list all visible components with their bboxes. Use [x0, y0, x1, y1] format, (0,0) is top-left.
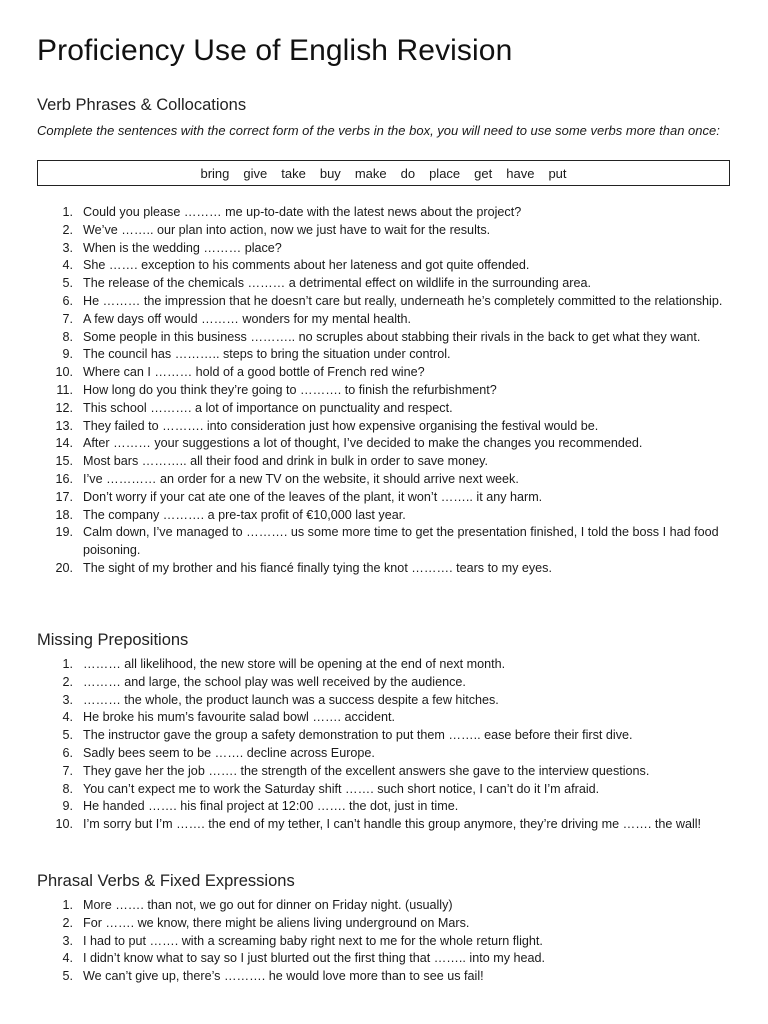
question-text: ……… the whole, the product launch was a success despite a few hitches. — [83, 692, 499, 707]
question-number: 1. — [62, 657, 73, 671]
question-text: After ……… your suggestions a lot of thought, I’ve decided to make the changes you recommended. — [83, 436, 643, 451]
question-text: ……… and large, the school play was well received by the audience. — [83, 674, 466, 689]
question-number: 20. — [55, 560, 73, 575]
question-item — [37, 933, 730, 951]
question-item — [37, 763, 730, 781]
question-text: I’ve ………… an order for a new TV on the website, it should arrive next week. — [83, 471, 519, 486]
question-number: 2. — [62, 674, 73, 689]
verb-word: place — [429, 165, 461, 181]
question-text: The instructor gave the group a safety demonstration to put them …….. ease before their first dive. — [83, 728, 633, 743]
question-item — [37, 674, 730, 692]
question-number: 14. — [55, 436, 73, 451]
verb-word: buy — [319, 165, 341, 181]
question-number: 6. — [62, 745, 73, 760]
question-item — [37, 798, 730, 816]
question-item — [37, 311, 730, 329]
question-number: 16. — [55, 471, 73, 486]
question-text: He ……… the impression that he doesn’t care but really, underneath he’s completely committed to the relationship. — [83, 293, 723, 308]
section-heading-prepositions: Missing Prepositions — [37, 631, 189, 649]
question-item — [37, 489, 730, 507]
verb-word: put — [548, 165, 567, 181]
question-item — [37, 364, 730, 382]
question-text: Sadly bees seem to be ……. decline across Europe. — [83, 745, 375, 760]
question-item — [37, 453, 730, 471]
verb-word: get — [474, 165, 493, 181]
question-text: We’ve …….. our plan into action, now we just have to wait for the results. — [83, 222, 491, 237]
question-text: She ……. exception to his comments about her lateness and got quite offended. — [83, 258, 530, 273]
question-item — [37, 507, 730, 525]
question-text: More ……. than not, we go out for dinner on Friday night. (usually) — [83, 898, 453, 912]
question-text: Could you please ……… me up-to-date with the latest news about the project? — [83, 205, 522, 219]
question-item — [37, 727, 730, 745]
question-text: They gave her the job ……. the strength of the excellent answers she gave to the interview questions. — [83, 763, 650, 778]
question-text: I didn’t know what to say so I just blurted out the first thing that …….. into my head. — [83, 951, 546, 966]
instructions-text: Complete the sentences with the correct form of the verbs in the box, you will need to use some verbs more than once: — [37, 123, 720, 138]
question-text: He handed ……. his final project at 12:00 ……. the dot, just in time. — [83, 799, 459, 814]
question-number: 5. — [62, 728, 73, 743]
question-number: 1. — [62, 205, 73, 219]
question-text: Most bars ……….. all their food and drink in bulk in order to save money. — [83, 454, 489, 469]
verb-word: do — [400, 165, 416, 181]
section-heading-phrasal: Phrasal Verbs & Fixed Expressions — [37, 872, 295, 890]
question-item — [37, 915, 730, 933]
question-number: 8. — [62, 329, 73, 344]
question-text: We can’t give up, there’s ………. he would love more than to see us fail! — [83, 969, 484, 984]
question-item — [37, 745, 730, 763]
question-number: 9. — [62, 799, 73, 814]
question-number: 12. — [55, 400, 73, 415]
question-number: 3. — [62, 933, 73, 948]
question-number: 4. — [62, 258, 73, 273]
question-item — [37, 346, 730, 364]
question-item — [37, 471, 730, 489]
question-text: They failed to ………. into consideration just how expensive organising the festival would be. — [83, 418, 599, 433]
question-number: 4. — [62, 710, 73, 725]
question-number: 10. — [55, 817, 73, 832]
question-text: I had to put ……. with a screaming baby right next to me for the whole return flight. — [83, 933, 543, 948]
question-number: 19. — [55, 525, 73, 540]
question-number: 10. — [55, 365, 73, 380]
question-text: You can’t expect me to work the Saturday shift ……. such short notice, I can’t do it I’m afraid. — [83, 781, 600, 796]
section-heading-verb-phrases: Verb Phrases & Collocations — [37, 96, 247, 114]
question-number: 13. — [55, 418, 73, 433]
question-text: A few days off would ……… wonders for my mental health. — [83, 311, 412, 326]
question-item — [37, 257, 730, 275]
question-text: I’m sorry but I’m ……. the end of my tether, I can’t handle this group anymore, they’re driving me ……. the wall! — [83, 817, 702, 832]
question-text: The company ………. a pre-tax profit of €10,000 last year. — [83, 507, 406, 522]
question-number: 3. — [62, 240, 73, 255]
question-item — [37, 275, 730, 293]
verb-word: give — [243, 165, 268, 181]
question-number: 7. — [62, 763, 73, 778]
verb-word: bring — [200, 165, 230, 181]
question-text: Calm down, I’ve managed to ………. us some more time to get the presentation finished, I told the boss I had food poisoning. — [83, 525, 719, 558]
question-item — [37, 968, 730, 986]
question-item — [37, 709, 730, 727]
question-text: The sight of my brother and his fiancé finally tying the knot ………. tears to my eyes. — [83, 560, 552, 575]
question-number: 2. — [62, 222, 73, 237]
question-number: 8. — [62, 781, 73, 796]
question-item — [37, 329, 730, 347]
question-item — [37, 897, 730, 915]
question-item — [37, 560, 730, 578]
question-item — [37, 816, 730, 834]
question-text: Where can I ……… hold of a good bottle of French red wine? — [83, 365, 425, 380]
question-number: 7. — [62, 311, 73, 326]
question-item — [37, 204, 730, 222]
question-text: He broke his mum’s favourite salad bowl ……. accident. — [83, 710, 395, 725]
question-text: Some people in this business ……….. no scruples about stabbing their rivals in the back to get what they want. — [83, 329, 701, 344]
question-text: ……… all likelihood, the new store will be opening at the end of next month. — [83, 657, 506, 671]
question-item — [37, 692, 730, 710]
question-item — [37, 950, 730, 968]
verb-box — [37, 160, 730, 186]
verb-word: take — [281, 165, 306, 181]
question-number: 11. — [56, 382, 73, 397]
question-text: How long do you think they’re going to ………. to finish the refurbishment? — [83, 382, 497, 397]
question-number: 18. — [55, 507, 73, 522]
question-number: 5. — [62, 276, 73, 291]
question-number: 9. — [62, 347, 73, 362]
question-number: 15. — [55, 454, 73, 469]
question-text: When is the wedding ……… place? — [83, 240, 282, 255]
prepositions-list — [37, 656, 730, 834]
question-number: 1. — [62, 898, 73, 912]
question-item — [37, 524, 730, 560]
question-item — [37, 382, 730, 400]
question-number: 5. — [62, 969, 73, 984]
verb-phrases-list — [37, 204, 730, 578]
page-title: Proficiency Use of English Revision — [37, 34, 513, 67]
phrasal-verbs-list — [37, 897, 730, 986]
question-item — [37, 656, 730, 674]
question-item — [37, 435, 730, 453]
question-number: 4. — [62, 951, 73, 966]
question-text: This school ………. a lot of importance on punctuality and respect. — [83, 400, 453, 415]
question-text: The release of the chemicals ……… a detrimental effect on wildlife in the surrounding area. — [83, 276, 591, 291]
question-number: 17. — [55, 489, 73, 504]
question-text: Don’t worry if your cat ate one of the leaves of the plant, it won’t …….. it any harm. — [83, 489, 543, 504]
question-item — [37, 240, 730, 258]
question-text: For ……. we know, there might be aliens living underground on Mars. — [83, 915, 470, 930]
verb-word: have — [506, 165, 535, 181]
question-number: 6. — [62, 293, 73, 308]
question-number: 2. — [62, 915, 73, 930]
question-item — [37, 418, 730, 436]
question-number: 3. — [62, 692, 73, 707]
question-item — [37, 781, 730, 799]
verb-word: make — [354, 165, 387, 181]
question-item — [37, 400, 730, 418]
question-item — [37, 293, 730, 311]
question-text: The council has ……….. steps to bring the situation under control. — [83, 347, 451, 362]
question-item — [37, 222, 730, 240]
